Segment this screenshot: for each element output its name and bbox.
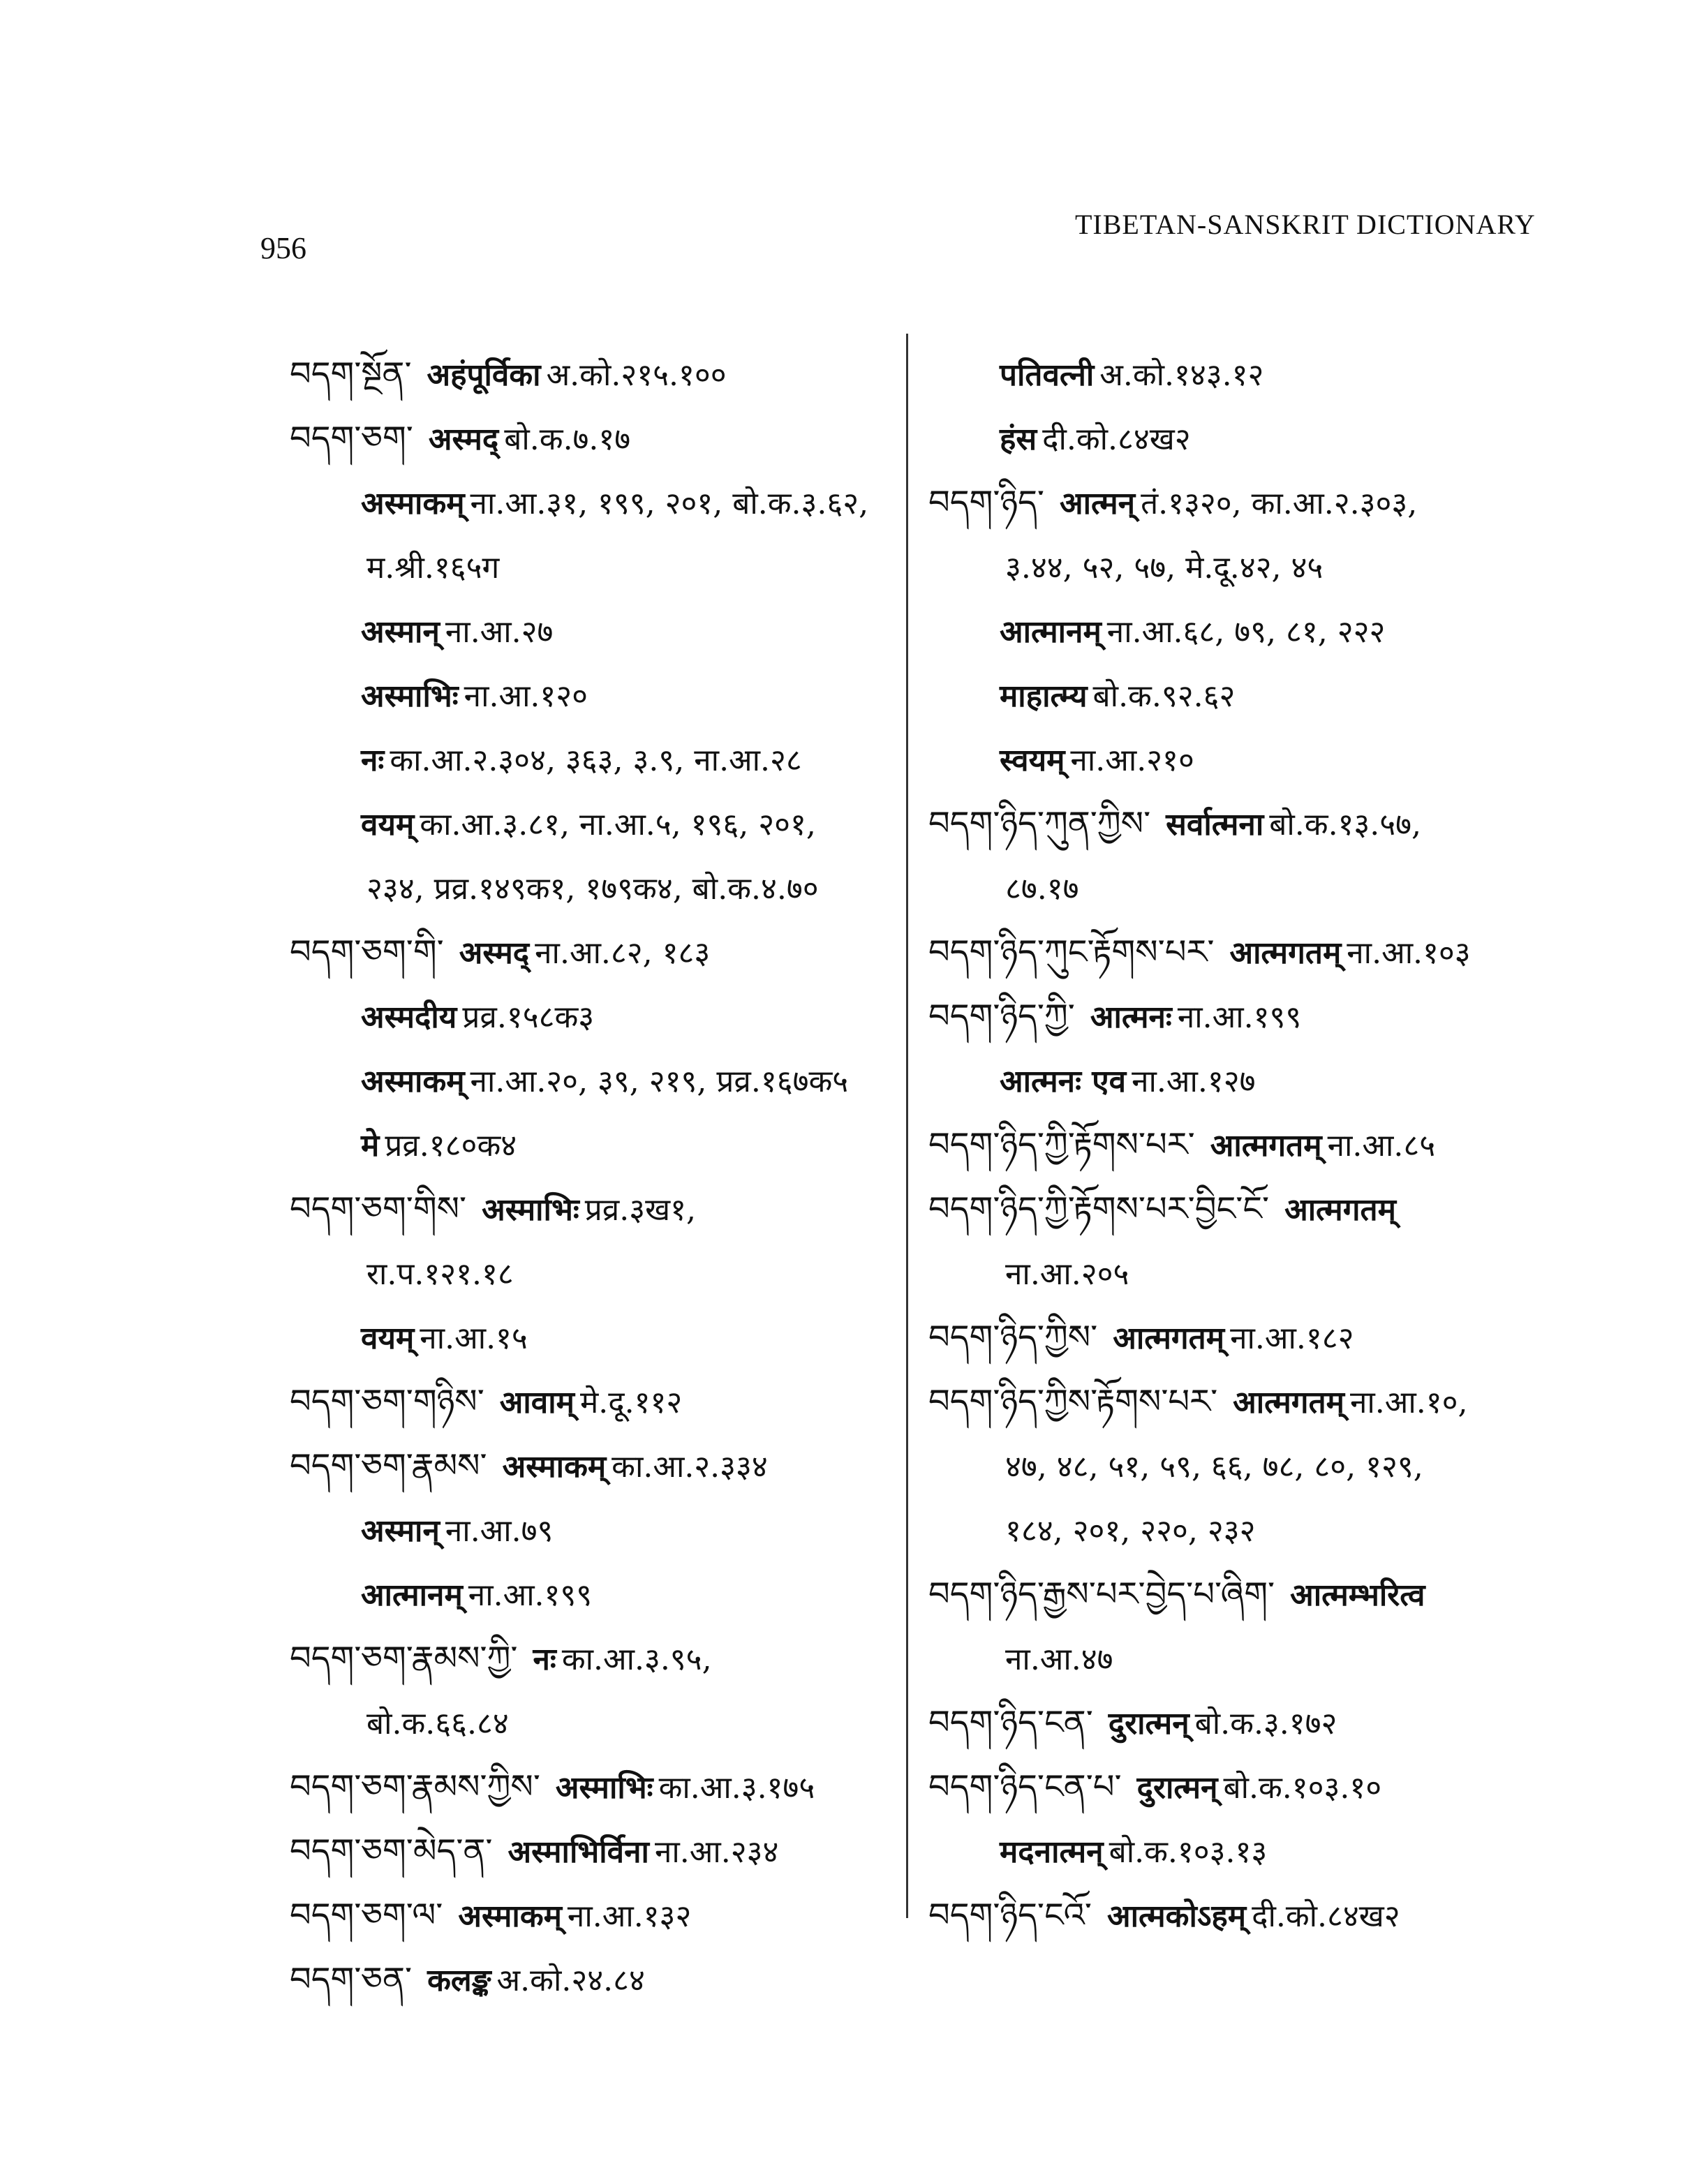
dictionary-entry xyxy=(290,342,897,406)
sanskrit-equivalent: अस्माकम् xyxy=(458,1899,562,1934)
sanskrit-equivalent: अस्मान् xyxy=(361,1513,440,1549)
source-reference: ना.आ.२३४ xyxy=(654,1834,779,1870)
source-reference: ना.आ.२१० xyxy=(1070,743,1194,778)
dictionary-entry xyxy=(290,1626,897,1691)
source-reference: प्रव्र.१५८क३ xyxy=(462,1000,595,1035)
dictionary-entry xyxy=(928,1883,1571,1947)
source-reference: ना.आ.७९ xyxy=(445,1513,554,1549)
tibetan-headword: བདག་ཉིད་ཀྱི་རྟོགས་པར་བྱིང་ངོ་ xyxy=(928,1189,1270,1228)
sanskrit-equivalent: अस्मद् xyxy=(428,422,499,457)
source-reference: का.आ.३.९५, xyxy=(561,1642,712,1677)
source-reference: २३४, प्रव्र.१४९क१, १७९क४, बो.क.४.७० xyxy=(366,871,819,907)
sanskrit-equivalent: आत्मगतम् xyxy=(1113,1321,1225,1356)
sanskrit-equivalent: वयम् xyxy=(361,807,415,842)
tibetan-headword: བདག་སྔོན་ xyxy=(290,355,412,394)
dictionary-entry xyxy=(290,1177,897,1241)
dictionary-entry xyxy=(928,1755,1571,1819)
tibetan-headword: བདག་ཅག་གི་ xyxy=(290,933,444,972)
source-reference: बो.क.१०३.१० xyxy=(1223,1770,1382,1806)
sanskrit-equivalent: आत्मकोऽहम् xyxy=(1107,1899,1247,1934)
tibetan-headword: བདག་ཅག་རྣམས་ཀྱིས་ xyxy=(290,1767,540,1806)
source-reference: ८७.१७ xyxy=(1005,871,1079,907)
source-reference: मे.दू.११२ xyxy=(579,1385,683,1420)
source-reference: ना.आ.२७ xyxy=(445,614,554,650)
source-reference: ना.आ.१५ xyxy=(420,1321,528,1356)
tibetan-headword: བདག་ཉིད་ཀྱི་རྟོགས་པར་ xyxy=(928,1125,1195,1164)
entry-line xyxy=(290,984,897,1048)
source-reference: ना.आ.१२० xyxy=(464,678,588,714)
tibetan-headword: བདག་ཅག་གཉིས་ xyxy=(290,1382,484,1421)
sanskrit-equivalent: आत्मगतम् xyxy=(1229,935,1342,971)
tibetan-headword: བདག་ཉིད་ཀུན་ཀྱིས་ xyxy=(928,804,1151,843)
source-reference: दी.को.८४ख२ xyxy=(1042,422,1191,457)
sanskrit-equivalent: अस्माकम् xyxy=(361,486,465,521)
entry-line xyxy=(290,856,897,920)
sanskrit-equivalent: अस्माभिः xyxy=(555,1770,653,1806)
tibetan-headword: བདག་ཉིད་ཀུང་རྟོགས་པར་ xyxy=(928,933,1215,972)
source-reference: ३.४४, ५२, ५७, मे.दू.४२, ४५ xyxy=(1005,550,1324,586)
dictionary-entry xyxy=(290,920,897,984)
source-reference: बो.क.३.१७२ xyxy=(1194,1706,1337,1741)
dictionary-entry xyxy=(928,1113,1571,1177)
tibetan-headword: བདག་ཉིད་ངའོ་ xyxy=(928,1896,1092,1935)
sanskrit-equivalent: वयम् xyxy=(361,1321,415,1356)
source-reference: अ.को.२४.८४ xyxy=(496,1963,645,1998)
source-reference: ना.आ.६८, ७९, ८१, २२२ xyxy=(1106,614,1386,650)
dictionary-entry xyxy=(928,1305,1571,1369)
sanskrit-equivalent: अस्माकम् xyxy=(502,1449,607,1485)
source-reference: का.आ.३.८१, ना.आ.५, १९६, २०१, xyxy=(420,807,816,842)
tibetan-headword: བདག་ཅན་ xyxy=(290,1960,413,1999)
source-reference: ना.आ.२०, ३९, २१९, प्रव्र.१६७क५ xyxy=(470,1064,849,1099)
sanskrit-equivalent: आवाम् xyxy=(499,1385,575,1420)
sanskrit-equivalent: आत्मगतम् xyxy=(1210,1128,1322,1164)
dictionary-entry xyxy=(290,1819,897,1883)
entry-line xyxy=(928,1819,1571,1883)
tibetan-headword: བདག་ཉིད་ xyxy=(928,483,1044,522)
sanskrit-equivalent: अस्माकम् xyxy=(361,1064,465,1099)
tibetan-headword: བདག་ཅག་རྣམས་ xyxy=(290,1446,487,1485)
source-reference: प्रव्र.१८०क४ xyxy=(385,1128,517,1164)
sanskrit-equivalent: दुरात्मन् xyxy=(1108,1706,1189,1741)
entry-line xyxy=(290,1305,897,1369)
source-reference: ना.आ.१०३ xyxy=(1347,935,1471,971)
entry-line xyxy=(928,1498,1571,1562)
source-reference: ना.आ.८५ xyxy=(1327,1128,1436,1164)
tibetan-headword: བདག་ཉིད་རྒྱས་པར་བྱེད་པ་ཞིག་ xyxy=(928,1575,1275,1614)
sanskrit-equivalent: पतिवत्नी xyxy=(1000,357,1095,393)
tibetan-headword: བདག་ཅག་ལ་ xyxy=(290,1896,443,1935)
tibetan-headword: བདག་ཉིད་ངན་ xyxy=(928,1703,1093,1742)
source-reference: प्रव्र.३ख१, xyxy=(584,1192,696,1228)
dictionary-entry xyxy=(928,792,1571,856)
sanskrit-equivalent: मदनात्मन् xyxy=(1000,1834,1104,1870)
source-reference: तं.१३२०, का.आ.२.३०३, xyxy=(1141,486,1418,521)
sanskrit-equivalent: नः xyxy=(533,1642,556,1677)
entry-line xyxy=(928,663,1571,727)
entry-line xyxy=(928,535,1571,599)
entry-line xyxy=(290,1498,897,1562)
entry-line xyxy=(928,1434,1571,1498)
tibetan-headword: བདག་ཉིད་ཀྱིས་རྟོགས་པར་ xyxy=(928,1382,1218,1421)
source-reference: का.आ.२.३०४, ३६३, ३.९, ना.आ.२८ xyxy=(390,743,802,778)
left-column xyxy=(290,342,897,2012)
sanskrit-equivalent: आत्मानम् xyxy=(1000,614,1102,650)
source-reference: दी.को.८४ख२ xyxy=(1252,1899,1400,1934)
sanskrit-equivalent: अस्मान् xyxy=(361,614,440,650)
dictionary-entry xyxy=(290,1883,897,1947)
entry-line xyxy=(928,727,1571,792)
sanskrit-equivalent: दुरात्मन् xyxy=(1136,1770,1218,1806)
source-reference: बो.क.१३.५७, xyxy=(1269,807,1422,842)
source-reference: बो.क.१०३.१३ xyxy=(1109,1834,1268,1870)
sanskrit-equivalent: अस्मदीय xyxy=(361,1000,457,1035)
tibetan-headword: བདག་ཅག་ xyxy=(290,419,413,458)
entry-line xyxy=(290,1048,897,1113)
entry-line xyxy=(928,406,1571,470)
dictionary-entry xyxy=(928,1177,1571,1241)
source-reference: ना.आ.३१, १९९, २०१, बो.क.३.६२, xyxy=(470,486,869,521)
source-reference: ना.आ.१३२ xyxy=(567,1899,692,1934)
source-reference: ना.आ.२०५ xyxy=(1005,1256,1129,1292)
source-reference: ना.आ.१९९ xyxy=(1177,1000,1302,1035)
source-reference: अ.को.१४३.१२ xyxy=(1099,357,1264,393)
source-reference: ना.आ.१२७ xyxy=(1132,1064,1256,1099)
sanskrit-equivalent: आत्मम्भरित्व xyxy=(1290,1577,1425,1613)
entry-line xyxy=(290,1241,897,1305)
tibetan-headword: བདག་ཉིད་ཀྱི་ xyxy=(928,997,1075,1036)
dictionary-entry xyxy=(928,1691,1571,1755)
entry-line xyxy=(290,1562,897,1626)
sanskrit-equivalent: मे xyxy=(361,1128,380,1164)
sanskrit-equivalent: आत्मनः xyxy=(1090,1000,1172,1035)
sanskrit-equivalent: आत्मगतम् xyxy=(1233,1385,1344,1420)
sanskrit-equivalent: आत्मगतम् xyxy=(1284,1192,1396,1228)
sanskrit-equivalent: माहात्म्य xyxy=(1000,678,1088,714)
sanskrit-equivalent: अहंपूर्विका xyxy=(427,357,541,393)
tibetan-headword: བདག་ཉིད་ཀྱིས་ xyxy=(928,1318,1098,1357)
page-number: 956 xyxy=(260,231,306,265)
tibetan-headword: བདག་ཅག་མེད་ན་ xyxy=(290,1832,493,1871)
sanskrit-equivalent: नः xyxy=(361,743,385,778)
sanskrit-equivalent: अस्माभिः xyxy=(482,1192,579,1228)
entry-line xyxy=(290,535,897,599)
right-column xyxy=(928,342,1571,1947)
dictionary-entry xyxy=(928,920,1571,984)
tibetan-headword: བདག་ཅག་རྣམས་ཀྱི་ xyxy=(290,1639,518,1678)
source-reference: ना.आ.८२, १८३ xyxy=(535,935,711,971)
dictionary-entry xyxy=(928,1369,1571,1434)
source-reference: का.आ.२.३३४ xyxy=(611,1449,768,1485)
dictionary-entry xyxy=(290,1369,897,1434)
tibetan-headword: བདག་ཅག་གིས་ xyxy=(290,1189,467,1228)
entry-line xyxy=(928,342,1571,406)
entry-line xyxy=(290,599,897,663)
entry-line xyxy=(928,1626,1571,1691)
sanskrit-equivalent: कलङ्क xyxy=(427,1963,491,1998)
tibetan-headword: བདག་ཉིད་ངན་པ་ xyxy=(928,1767,1122,1806)
source-reference: बो.क.६६.८४ xyxy=(366,1706,509,1741)
sanskrit-equivalent: अस्माभिर्विना xyxy=(507,1834,649,1870)
source-reference: १८४, २०१, २२०, २३२ xyxy=(1005,1513,1256,1549)
entry-line xyxy=(290,792,897,856)
sanskrit-equivalent: हंस xyxy=(1000,422,1037,457)
dictionary-entry xyxy=(928,984,1571,1048)
sanskrit-equivalent: अस्मद् xyxy=(459,935,530,971)
dictionary-entry xyxy=(290,1755,897,1819)
source-reference: का.आ.३.१७५ xyxy=(658,1770,815,1806)
dictionary-entry xyxy=(290,406,897,470)
entry-line xyxy=(290,1691,897,1755)
dictionary-entry xyxy=(290,1434,897,1498)
entry-line xyxy=(290,663,897,727)
entry-line xyxy=(290,1113,897,1177)
entry-line xyxy=(928,856,1571,920)
sanskrit-equivalent: अस्माभिः xyxy=(361,678,459,714)
sanskrit-equivalent: आत्मानम् xyxy=(361,1577,463,1613)
source-reference: रा.प.१२१.१८ xyxy=(366,1256,514,1292)
sanskrit-equivalent: सर्वात्मना xyxy=(1166,807,1264,842)
source-reference: म.श्री.१६५ग xyxy=(366,550,500,586)
source-reference: ना.आ.१८२ xyxy=(1230,1321,1354,1356)
source-reference: ना.आ.४७ xyxy=(1005,1642,1113,1677)
sanskrit-equivalent: आत्मनः एव xyxy=(1000,1064,1127,1099)
source-reference: ना.आ.१९९ xyxy=(468,1577,593,1613)
source-reference: बो.क.७.१७ xyxy=(504,422,631,457)
source-reference: ना.आ.१०, xyxy=(1349,1385,1468,1420)
dictionary-entry xyxy=(928,470,1571,535)
entry-line xyxy=(290,470,897,535)
dictionary-entry xyxy=(928,1562,1571,1626)
source-reference: ४७, ४८, ५१, ५९, ६६, ७८, ८०, १२९, xyxy=(1005,1449,1423,1485)
source-reference: बो.क.९२.६२ xyxy=(1092,678,1236,714)
entry-line xyxy=(290,727,897,792)
entry-line xyxy=(928,1048,1571,1113)
column-divider xyxy=(906,334,908,1918)
running-title: TIBETAN-SANSKRIT DICTIONARY xyxy=(1075,209,1536,240)
entry-line xyxy=(928,1241,1571,1305)
sanskrit-equivalent: स्वयम् xyxy=(1000,743,1065,778)
sanskrit-equivalent: आत्मन् xyxy=(1059,486,1136,521)
source-reference: अ.को.२१५.१०० xyxy=(546,357,727,393)
dictionary-entry xyxy=(290,1947,897,2012)
entry-line xyxy=(928,599,1571,663)
